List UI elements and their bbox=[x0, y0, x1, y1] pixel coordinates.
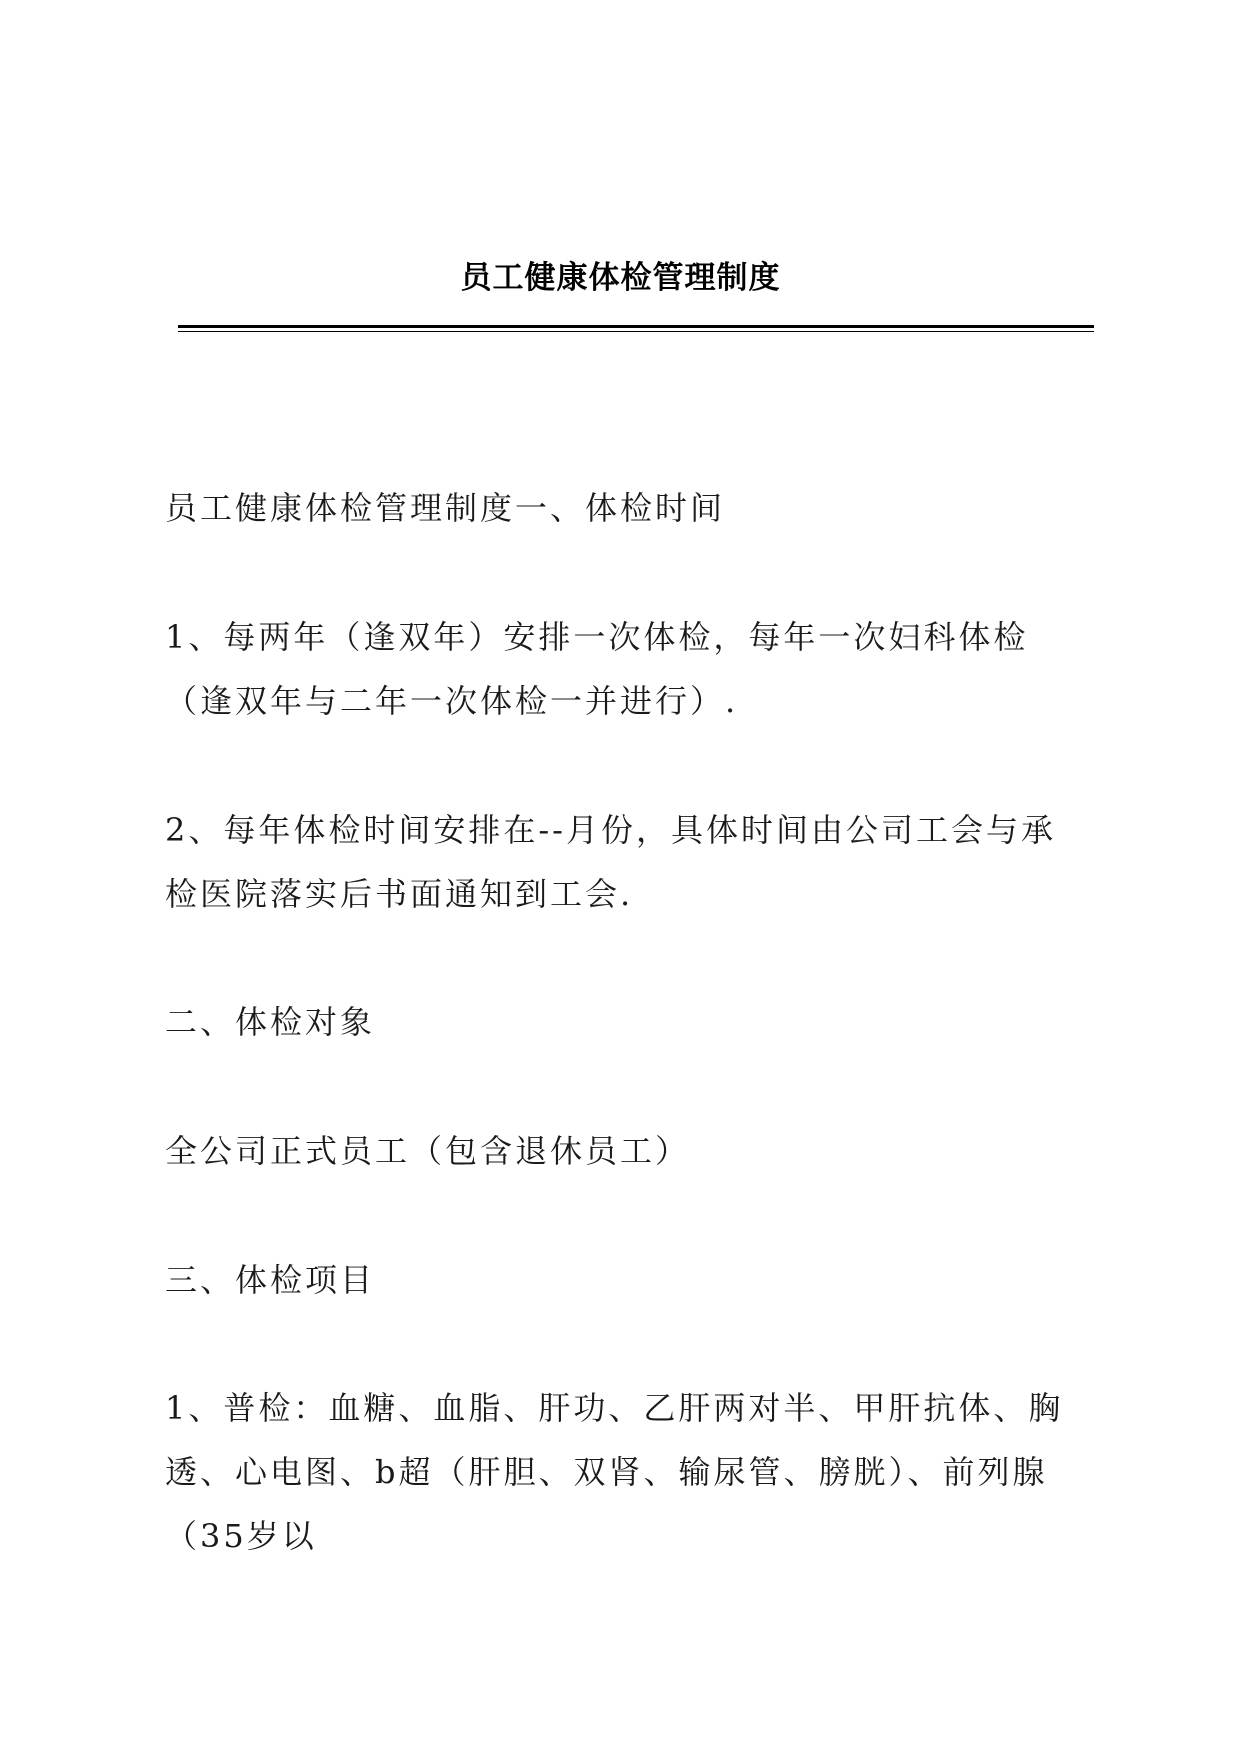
section-heading-paragraph: 员工健康体检管理制度一、体检时间 bbox=[165, 489, 726, 527]
paragraph-item-1: 1、每两年（逢双年）安排一次体检，每年一次妇科体检（逢双年与二年一次体检一并进行）. bbox=[165, 618, 1029, 720]
title-underline-thick bbox=[178, 325, 1094, 328]
section-heading-3: 三、体检项目 bbox=[165, 1261, 376, 1299]
document-title: 员工健康体检管理制度 bbox=[460, 260, 781, 296]
paragraph-general-check: 1、普检：血糖、血脂、肝功、乙肝两对半、甲肝抗体、胸透、心电图、b超（肝胆、双肾、输尿管、膀胱）、前列腺（35岁以 bbox=[165, 1389, 1064, 1555]
title-underline-thin bbox=[178, 331, 1094, 332]
paragraph-scope: 全公司正式员工（包含退休员工） bbox=[165, 1132, 691, 1170]
paragraph-item-2: 2、每年体检时间安排在--月份，具体时间由公司工会与承检医院落实后书面通知到工会. bbox=[165, 811, 1056, 913]
section-heading-2: 二、体检对象 bbox=[165, 1003, 376, 1041]
